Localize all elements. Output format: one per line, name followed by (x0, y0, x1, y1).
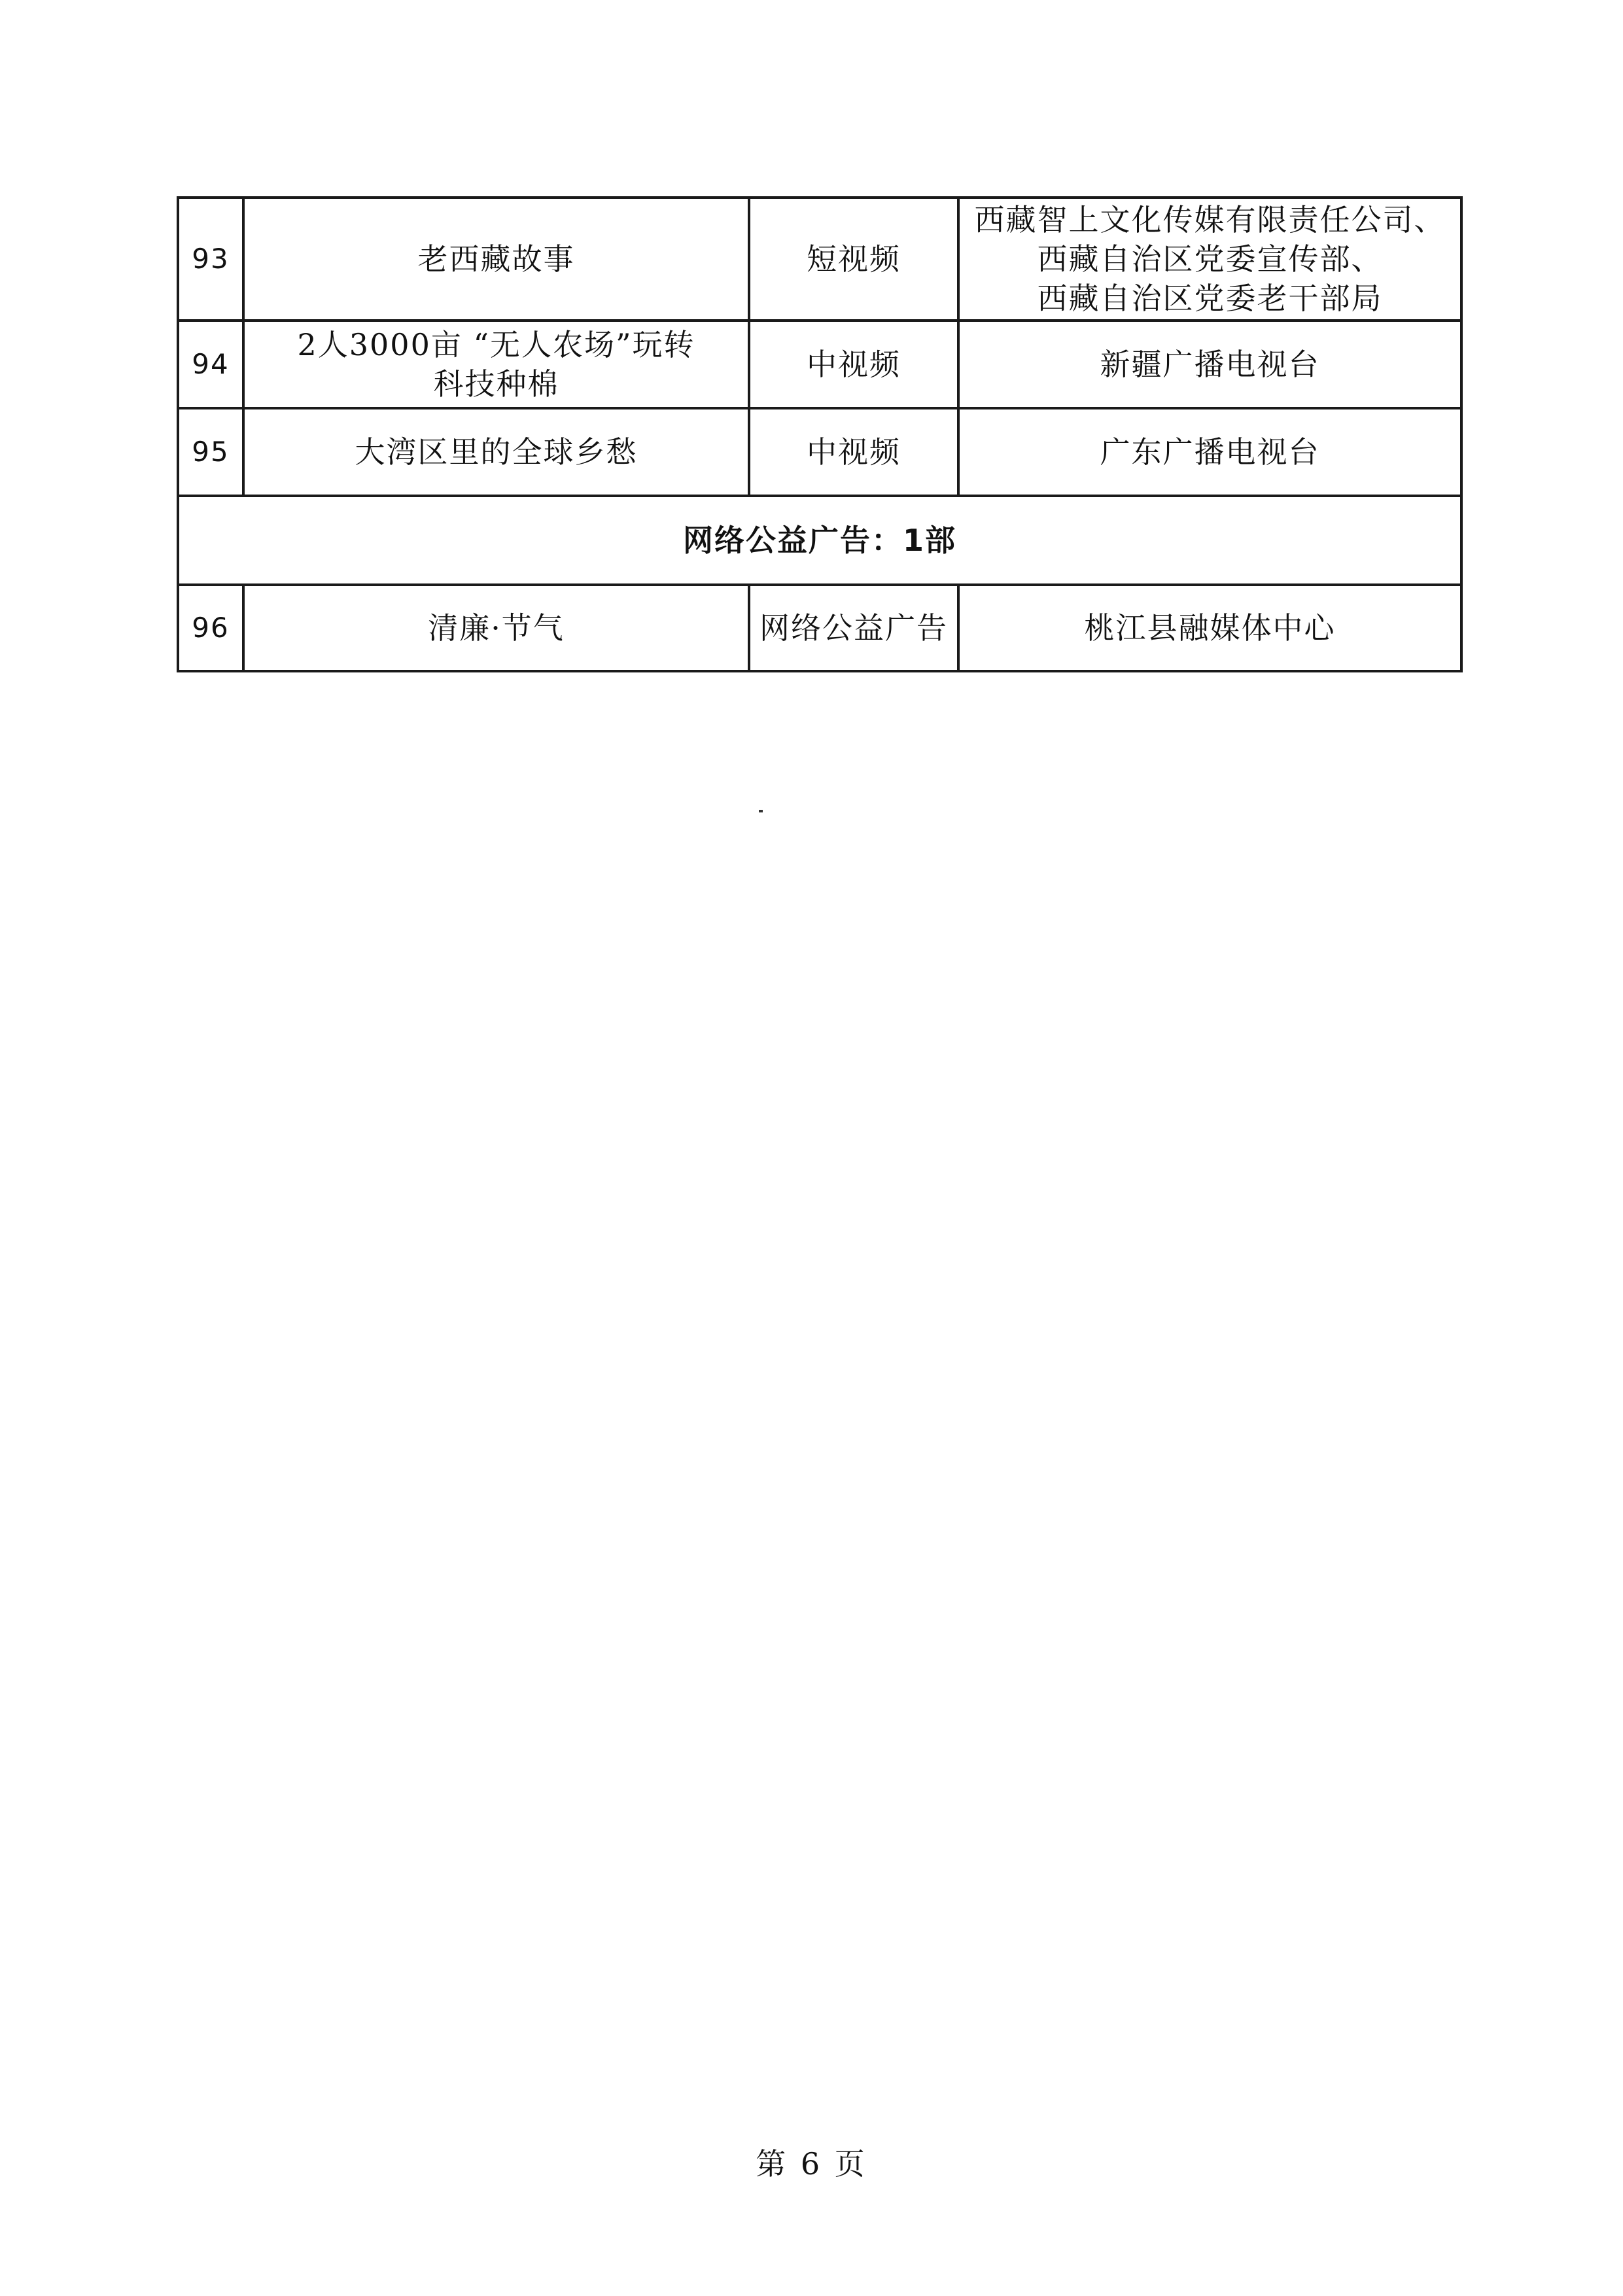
row-number: 95 (178, 408, 243, 496)
row-number: 96 (178, 585, 243, 671)
work-title (243, 408, 749, 496)
row-number: 93 (178, 198, 243, 321)
work-title (243, 321, 749, 408)
work-type: 中视频 (749, 321, 958, 408)
table-row (178, 585, 1461, 671)
scan-speck (759, 810, 763, 812)
work-type: 网络公益广告 (749, 585, 958, 671)
work-title-line: 2人3000亩 “无人农场”玩转 (297, 327, 695, 362)
section-title: 网络公益广告：1部 (178, 496, 1461, 585)
table-row (178, 321, 1461, 408)
organization-line: 西藏自治区党委宣传部、 (1037, 241, 1383, 277)
organization-line: 桃江县融媒体中心 (1084, 610, 1336, 646)
work-organization (958, 198, 1461, 321)
work-title (243, 198, 749, 321)
table-row (178, 408, 1461, 496)
page-number: 第 6 页 (756, 2146, 867, 2182)
work-title-line: 大湾区里的全球乡愁 (355, 434, 638, 470)
table-row (178, 198, 1461, 321)
awards-table (177, 196, 1463, 672)
organization-line: 广东广播电视台 (1100, 434, 1320, 470)
organization-line: 西藏自治区党委老干部局 (1037, 281, 1383, 316)
work-organization (958, 408, 1461, 496)
organization-line: 西藏智上文化传媒有限责任公司、 (974, 202, 1446, 237)
work-title-line: 清廉·节气 (428, 610, 565, 646)
section-header-row (178, 496, 1461, 585)
work-type: 中视频 (749, 408, 958, 496)
work-title-line: 老西藏故事 (417, 241, 575, 277)
work-organization (958, 585, 1461, 671)
work-title (243, 585, 749, 671)
work-organization (958, 321, 1461, 408)
work-type: 短视频 (749, 198, 958, 321)
row-number: 94 (178, 321, 243, 408)
organization-line: 新疆广播电视台 (1100, 347, 1320, 382)
work-title-line: 科技种棉 (433, 366, 559, 402)
